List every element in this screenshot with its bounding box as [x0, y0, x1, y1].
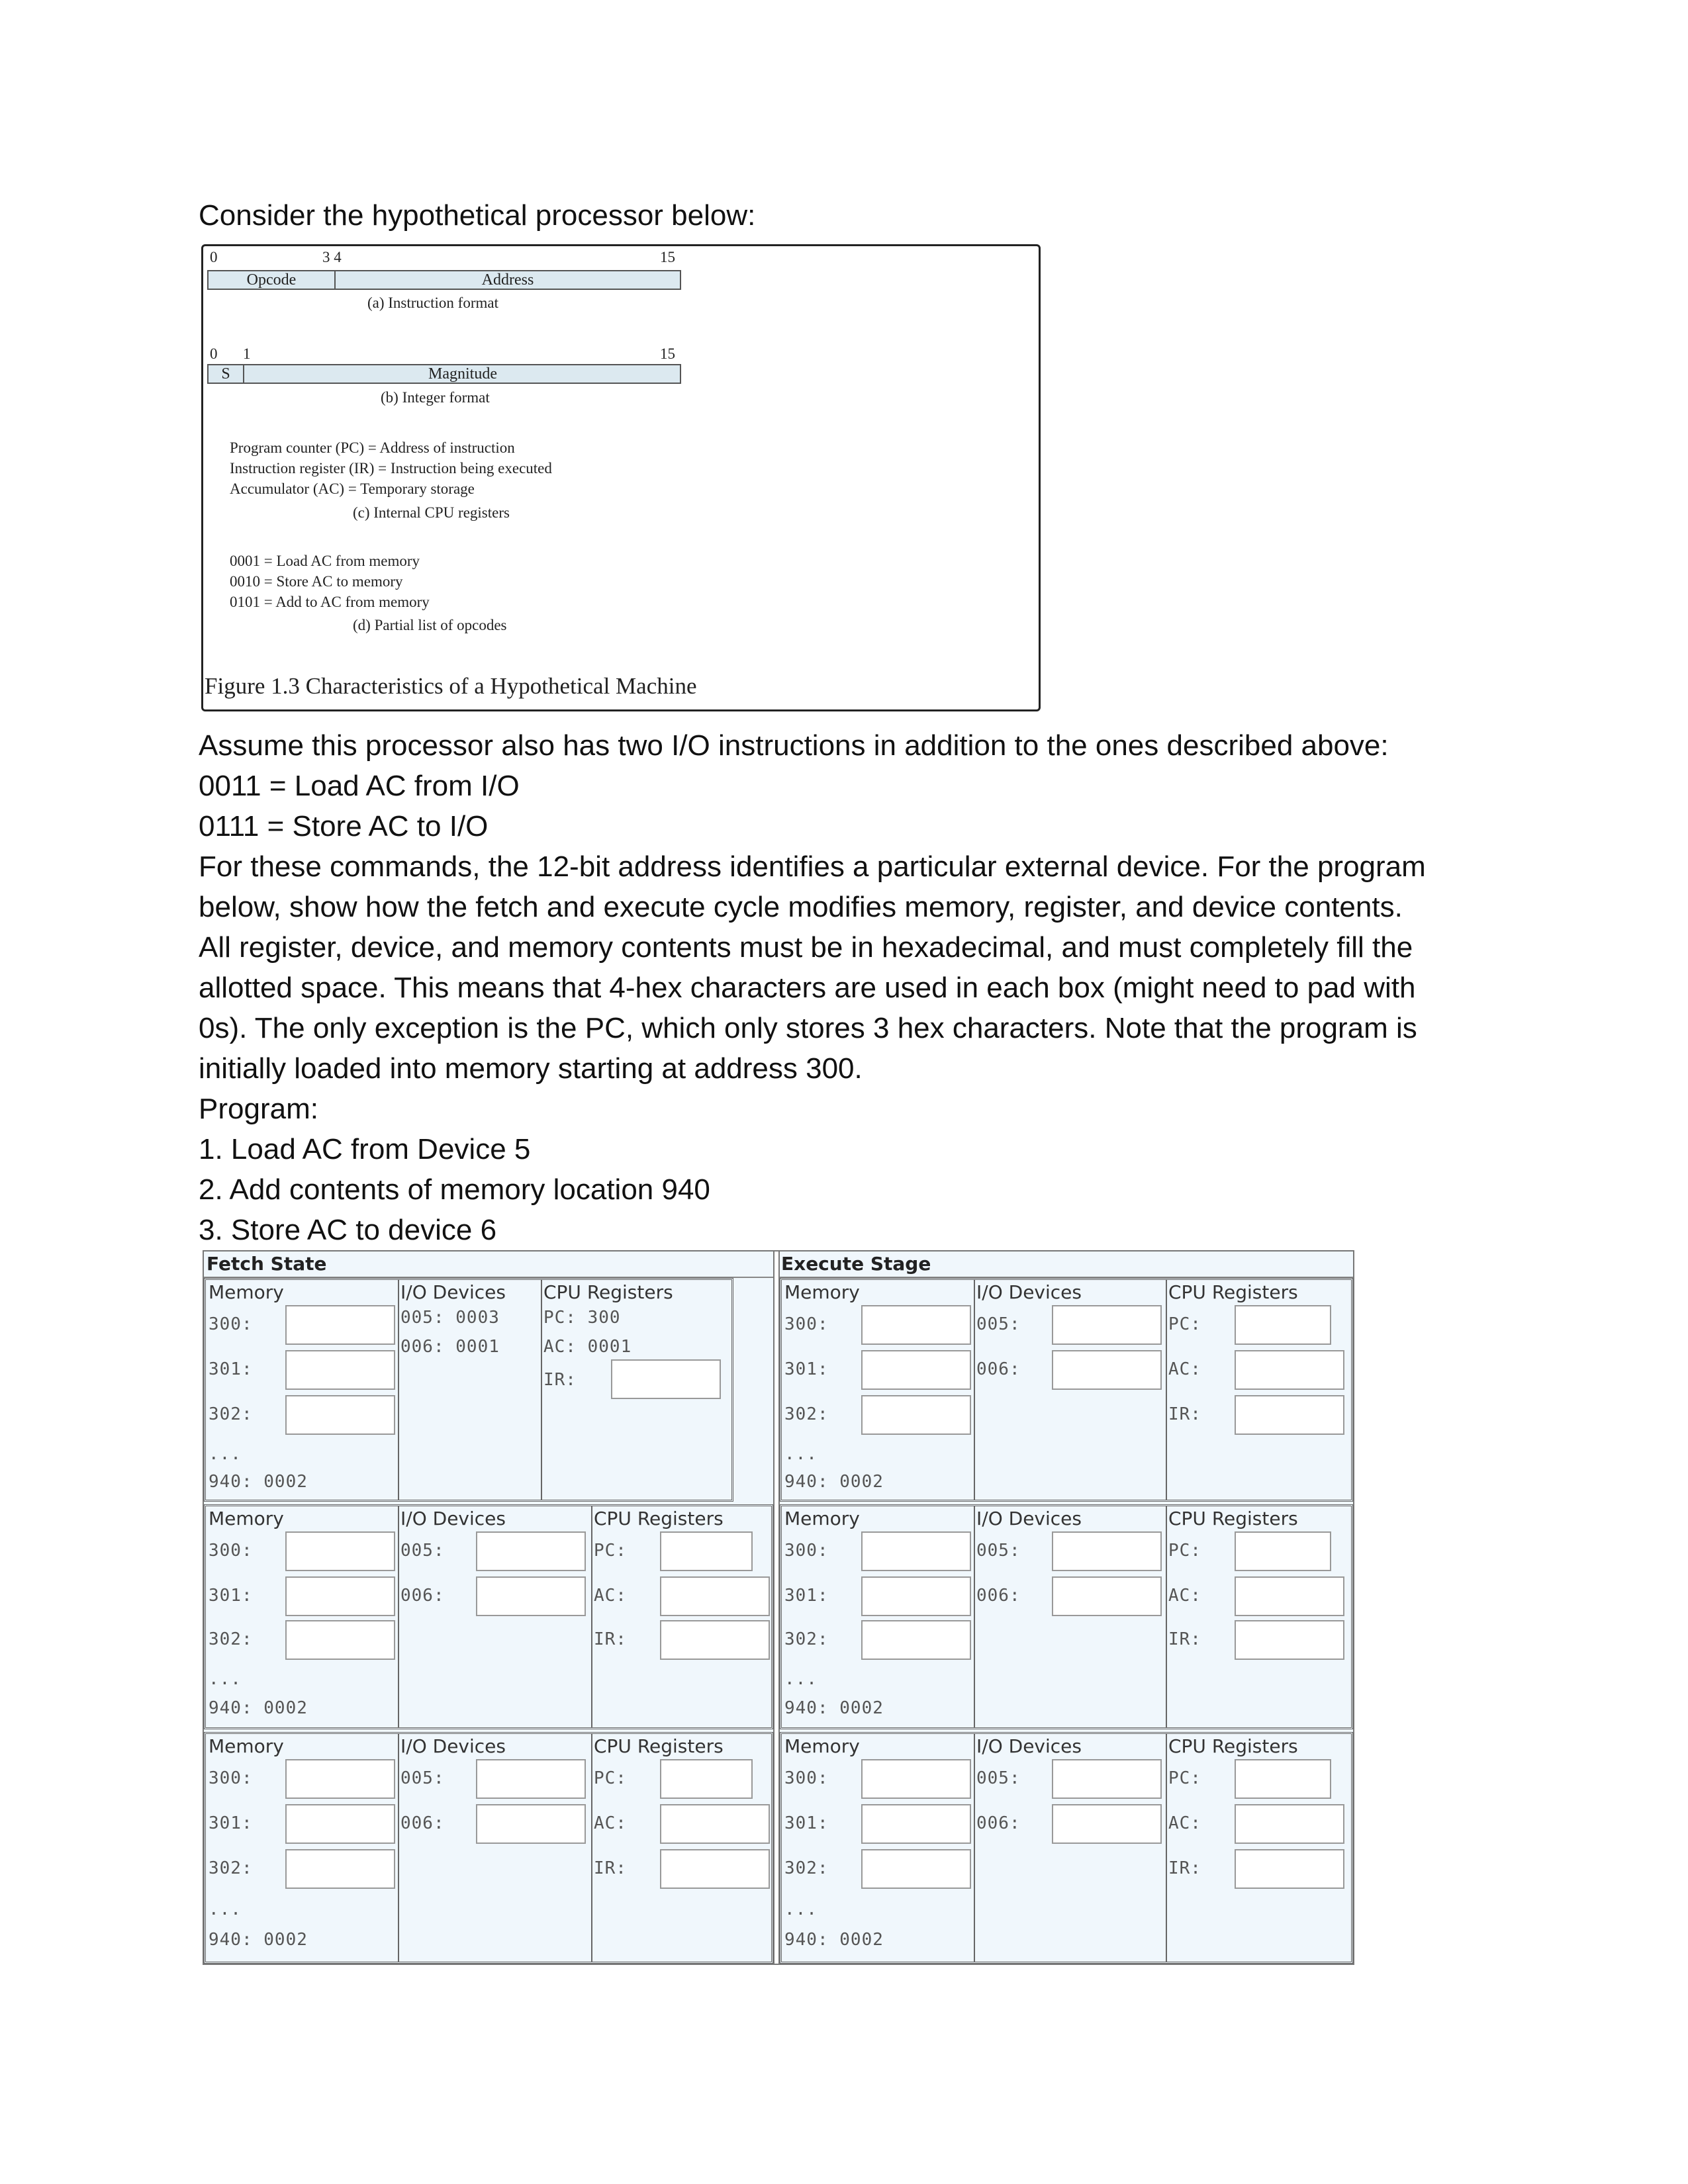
device-006-value: 006: 0001: [400, 1337, 500, 1357]
mem-302-input[interactable]: [861, 1395, 971, 1435]
mem-302-input[interactable]: [285, 1395, 395, 1435]
mem-302-label: 302:: [784, 1629, 829, 1649]
ac-input[interactable]: [1235, 1804, 1344, 1844]
pc-label: PC:: [1168, 1314, 1201, 1334]
mem-301-label: 301:: [209, 1586, 253, 1606]
ir-label: IR:: [1168, 1629, 1201, 1649]
device-005-input[interactable]: [1052, 1531, 1162, 1571]
body-line: For these commands, the 12-bit address identifies a particular external device. For the program: [199, 850, 1426, 883]
ac-input[interactable]: [1235, 1350, 1344, 1390]
mem-302-input[interactable]: [861, 1849, 971, 1889]
mem-301-input[interactable]: [861, 1576, 971, 1616]
cpu-header: CPU Registers: [1168, 1508, 1298, 1529]
mem-301-input[interactable]: [285, 1804, 395, 1844]
divider: [1166, 1280, 1167, 1500]
body-line: 0011 = Load AC from I/O: [199, 770, 520, 802]
stage-separator: [773, 1251, 780, 1964]
mem-940-value: 940: 0002: [784, 1472, 884, 1492]
divider: [974, 1734, 975, 1962]
mem-301-input[interactable]: [861, 1804, 971, 1844]
intro-text: [199, 195, 755, 236]
body-line: initially loaded into memory starting at address 300.: [199, 1052, 863, 1085]
device-005-label: 005:: [976, 1314, 1021, 1334]
mem-940-value: 940: 0002: [784, 1930, 884, 1950]
ac-label: AC:: [1168, 1359, 1201, 1379]
cpu-header: CPU Registers: [594, 1508, 724, 1529]
memory-header: Memory: [209, 1508, 284, 1529]
mem-300-input[interactable]: [285, 1305, 395, 1345]
pc-label: PC:: [594, 1768, 627, 1788]
mem-301-label: 301:: [209, 1359, 253, 1379]
ir-input[interactable]: [660, 1620, 770, 1660]
mem-300-label: 300:: [209, 1541, 253, 1561]
mem-300-label: 300:: [784, 1314, 829, 1334]
mem-300-input[interactable]: [861, 1305, 971, 1345]
figure-hypothetical-machine: [201, 244, 1041, 711]
figure-caption: Figure 1.3 Characteristics of a Hypothetical Machine: [205, 673, 697, 699]
mem-302-input[interactable]: [861, 1620, 971, 1660]
instr-bit-15: 15: [660, 249, 675, 265]
execute-cycle-1: [780, 1278, 1353, 1502]
device-005-input[interactable]: [1052, 1759, 1162, 1799]
divider: [591, 1506, 592, 1727]
divider: [1166, 1506, 1167, 1727]
fetch-cycle-1: [204, 1278, 733, 1502]
register-ac: Accumulator (AC) = Temporary storage: [230, 480, 475, 497]
device-005-input[interactable]: [476, 1759, 586, 1799]
device-006-label: 006:: [976, 1359, 1021, 1379]
instr-bit-34: 3 4: [322, 249, 342, 265]
mem-302-input[interactable]: [285, 1620, 395, 1660]
opcode-0101: 0101 = Add to AC from memory: [230, 594, 430, 610]
body-line: below, show how the fetch and execute cycle modifies memory, register, and device contents.: [199, 891, 1403, 923]
mem-ellipsis: ...: [784, 1444, 818, 1464]
register-ir: Instruction register (IR) = Instruction being executed: [230, 460, 552, 477]
io-header: I/O Devices: [976, 1735, 1082, 1757]
device-006-input[interactable]: [1052, 1350, 1162, 1390]
cpu-header: CPU Registers: [594, 1735, 724, 1757]
pc-input[interactable]: [660, 1759, 753, 1799]
opcode-0010: 0010 = Store AC to memory: [230, 573, 403, 590]
pc-input[interactable]: [660, 1531, 753, 1571]
mem-301-label: 301:: [784, 1813, 829, 1833]
io-header: I/O Devices: [400, 1508, 506, 1529]
opcodes-caption: (d) Partial list of opcodes: [353, 617, 507, 633]
cpu-header: CPU Registers: [543, 1281, 673, 1303]
execute-cycle-2: [780, 1504, 1353, 1729]
body-line: allotted space. This means that 4-hex characters are used in each box (might need to pad with: [199, 972, 1416, 1004]
mem-300-label: 300:: [209, 1314, 253, 1334]
mem-302-label: 302:: [209, 1629, 253, 1649]
instr-caption: (a) Instruction format: [367, 295, 498, 311]
body-line: 2. Add contents of memory location 940: [199, 1173, 710, 1206]
magnitude-field: Magnitude: [428, 365, 497, 383]
mem-301-label: 301:: [784, 1586, 829, 1606]
cpu-header: CPU Registers: [1168, 1735, 1298, 1757]
mem-ellipsis: ...: [784, 1899, 818, 1919]
ir-label: IR:: [1168, 1858, 1201, 1878]
ir-label: IR:: [594, 1858, 627, 1878]
mem-302-label: 302:: [209, 1404, 253, 1424]
ac-input[interactable]: [660, 1576, 770, 1616]
mem-940-value: 940: 0002: [209, 1698, 308, 1718]
fetch-cycle-2: [204, 1504, 773, 1729]
divider: [974, 1506, 975, 1727]
mem-ellipsis: ...: [209, 1669, 242, 1689]
mem-301-input[interactable]: [285, 1576, 395, 1616]
pc-value: PC: 300: [543, 1308, 621, 1328]
integer-format-box: [207, 364, 681, 384]
divider: [974, 1280, 975, 1500]
fetch-cycle-3: [204, 1732, 773, 1964]
int-bit-15: 15: [660, 345, 675, 362]
device-005-label: 005:: [976, 1768, 1021, 1788]
mem-300-label: 300:: [784, 1768, 829, 1788]
device-005-label: 005:: [400, 1768, 445, 1788]
divider: [398, 1734, 399, 1962]
mem-302-input[interactable]: [285, 1849, 395, 1889]
device-006-label: 006:: [976, 1813, 1021, 1833]
mem-300-input[interactable]: [285, 1759, 395, 1799]
mem-940-value: 940: 0002: [784, 1698, 884, 1718]
opcode-field: Opcode: [246, 271, 297, 289]
ir-input[interactable]: [1235, 1620, 1344, 1660]
device-006-input[interactable]: [1052, 1576, 1162, 1616]
mem-301-input[interactable]: [285, 1350, 395, 1390]
divider: [398, 1280, 399, 1500]
mem-300-label: 300:: [209, 1768, 253, 1788]
body-line: Assume this processor also has two I/O instructions in addition to the ones described above:: [199, 729, 1389, 762]
ac-input[interactable]: [1235, 1576, 1344, 1616]
ir-input[interactable]: [611, 1359, 721, 1399]
mem-301-label: 301:: [784, 1359, 829, 1379]
execute-cycle-3: [780, 1732, 1353, 1964]
ac-label: AC:: [594, 1586, 627, 1606]
divider: [1166, 1734, 1167, 1962]
instructions-text: [199, 725, 1426, 1250]
mem-302-label: 302:: [209, 1858, 253, 1878]
device-005-input[interactable]: [1052, 1305, 1162, 1345]
memory-header: Memory: [784, 1281, 860, 1303]
register-pc: Program counter (PC) = Address of instruction: [230, 439, 515, 456]
pc-input[interactable]: [1235, 1305, 1331, 1345]
io-header: I/O Devices: [976, 1281, 1082, 1303]
device-005-label: 005:: [400, 1541, 445, 1561]
body-line: 1. Load AC from Device 5: [199, 1133, 531, 1165]
int-bit-1: 1: [243, 345, 251, 362]
address-field: Address: [481, 271, 534, 289]
body-line: All register, device, and memory contents must be in hexadecimal, and must completely fill the: [199, 931, 1413, 964]
device-005-input[interactable]: [476, 1531, 586, 1571]
divider: [541, 1280, 542, 1500]
instr-bit-0: 0: [210, 249, 218, 265]
device-006-label: 006:: [400, 1586, 445, 1606]
mem-940-value: 940: 0002: [209, 1472, 308, 1492]
pc-label: PC:: [1168, 1768, 1201, 1788]
device-006-label: 006:: [400, 1813, 445, 1833]
mem-300-input[interactable]: [861, 1759, 971, 1799]
divider: [591, 1734, 592, 1962]
memory-header: Memory: [209, 1281, 284, 1303]
body-line: 0111 = Store AC to I/O: [199, 810, 489, 842]
pc-input[interactable]: [1235, 1531, 1331, 1571]
device-006-input[interactable]: [476, 1804, 586, 1844]
mem-302-label: 302:: [784, 1858, 829, 1878]
ir-input[interactable]: [660, 1849, 770, 1889]
ir-input[interactable]: [1235, 1849, 1344, 1889]
memory-header: Memory: [784, 1508, 860, 1529]
mem-301-input[interactable]: [861, 1350, 971, 1390]
device-006-label: 006:: [976, 1586, 1021, 1606]
memory-header: Memory: [209, 1735, 284, 1757]
io-header: I/O Devices: [400, 1281, 506, 1303]
int-bit-0: 0: [210, 345, 218, 362]
mem-940-value: 940: 0002: [209, 1930, 308, 1950]
mem-ellipsis: ...: [209, 1444, 242, 1464]
instruction-format-box: [207, 270, 681, 290]
registers-caption: (c) Internal CPU registers: [353, 504, 510, 521]
body-line: Program:: [199, 1093, 318, 1125]
ir-label: IR:: [543, 1370, 577, 1390]
pc-label: PC:: [1168, 1541, 1201, 1561]
io-header: I/O Devices: [976, 1508, 1082, 1529]
ir-label: IR:: [594, 1629, 627, 1649]
mem-301-label: 301:: [209, 1813, 253, 1833]
mem-300-label: 300:: [784, 1541, 829, 1561]
device-006-input[interactable]: [1052, 1804, 1162, 1844]
mem-ellipsis: ...: [784, 1669, 818, 1689]
pc-label: PC:: [594, 1541, 627, 1561]
cpu-header: CPU Registers: [1168, 1281, 1298, 1303]
ac-label: AC:: [594, 1813, 627, 1833]
opcode-0001: 0001 = Load AC from memory: [230, 553, 420, 569]
io-header: I/O Devices: [400, 1735, 506, 1757]
body-line: 3. Store AC to device 6: [199, 1214, 497, 1246]
int-caption: (b) Integer format: [381, 389, 490, 406]
sign-field: S: [221, 365, 230, 383]
ac-label: AC:: [1168, 1586, 1201, 1606]
mem-ellipsis: ...: [209, 1899, 242, 1919]
ir-label: IR:: [1168, 1404, 1201, 1424]
fetch-execute-worksheet: [203, 1250, 1354, 1965]
mem-300-input[interactable]: [861, 1531, 971, 1571]
pc-input[interactable]: [1235, 1759, 1331, 1799]
device-005-label: 005:: [976, 1541, 1021, 1561]
mem-300-input[interactable]: [285, 1531, 395, 1571]
mem-302-label: 302:: [784, 1404, 829, 1424]
ir-input[interactable]: [1235, 1395, 1344, 1435]
body-line: 0s). The only exception is the PC, which only stores 3 hex characters. Note that the program is: [199, 1012, 1417, 1044]
fetch-stage-title: Fetch State: [207, 1253, 327, 1275]
divider: [398, 1506, 399, 1727]
ac-input[interactable]: [660, 1804, 770, 1844]
execute-stage-title: Execute Stage: [781, 1253, 931, 1275]
device-006-input[interactable]: [476, 1576, 586, 1616]
memory-header: Memory: [784, 1735, 860, 1757]
intro-line: Consider the hypothetical processor below:: [199, 199, 756, 232]
ac-label: AC:: [1168, 1813, 1201, 1833]
ac-value: AC: 0001: [543, 1337, 632, 1357]
device-005-value: 005: 0003: [400, 1308, 500, 1328]
